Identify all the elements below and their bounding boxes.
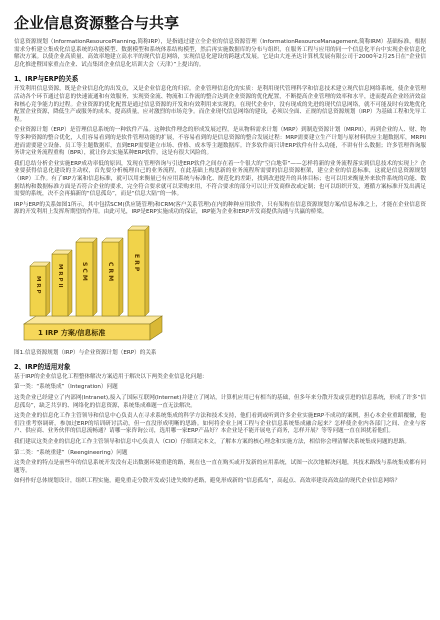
column-mrp2 [52,250,72,316]
column-label-erp: E R P [133,253,140,272]
irp-erp-figure [18,220,168,348]
section2-paragraph-8: 如何作好总体规划设计，组织工程实施，避免重走分散开发或引进失败的老路，避免形成新的“信息孤岛”，高起点、高效率建设高效益的现代企业信息网络？ [14,478,401,485]
section2-paragraph-3: 这类企业已经建立了内部网(Intranet),接入了国际互联网(Internet)并建立了网站，计算机应用已有相当的基础，但多年来分散开发或引进的信息系统，形成了许多“信息孤岛”，缺乏共享的、网络化的信息资源，系统集成难题一直无法解决。 [14,395,426,409]
section2-paragraph-1: 基于IRP的企业信息化工程整体解决方案适用于解决以下两类企业信息化问题： [14,373,208,380]
column-label-mrp2: M R P II [57,263,63,288]
section1-paragraph-2: 企业资源计划（ERP）是管理信息系统的一种软件产品。这种软件理念的形成发展过程，是从物料需求计划（MRP）到制造资源计划（MRPII），再到企业的人、财、物等多种资源的整合优化，人们容易看到的是软件管理功能的扩展，不容易看到的是信息资源的整合发展过程：MRP需要建立生产计划与原材料供应主题数据库，MRPII进而需要建立设备、员工等主题数据库，直到ERP需要建立市场、价格、成本等主题数据库。许多软件商只讲ERP软件有什么功能，不讲有什么数据；许多管理咨询服务讲完业务流程重构（BPR），就让你去实施某种ERP软件，这是有很大风险的。 [14,127,426,157]
section2-paragraph-5: 我们建议这类企业的信息化工作主管领导和信息中心负责人（CIO）仔细读完本文，了解本方案的核心理念和实施方法，相信你会理清解决系统集成问题的思路。 [14,439,410,446]
column-scm [76,238,97,316]
section2-paragraph-6: 第二类：“系统重建”（Reengineering）问题 [14,449,128,456]
base-slab-top [24,316,162,324]
section-heading-1: 1、IRP与ERP的关系 [14,75,79,84]
column-crm [102,238,123,316]
base-label: 1 IRP 方案/信息标准 [38,328,106,337]
column-label-crm: C R M [107,261,114,282]
section1-paragraph-3: 我们总结分析企业实施ERP成功率低的原因，发现在管理咨询与引进ERP软件之间存在着一个很大的“空白地带”——怎样将新的业务流程落实到信息技术的实现上？企业要获得信息化建设的主动权，首先要分析梳理自己的业务流程，在此基础上构思新的业务流程所需要的信息资源框架，建立企业的信息标准，这就是信息资源规划（IRP）工作。有了IRP方案和信息标准，就可以用来衡量已有应用系统与标准化、规范化的差距，找到改进提升的具体目标；也可以用来衡量外来软件系统的功能、数据结构和数据标准方面是否符合企业的要求，完全符合要求就可以采购来用，不符合要求的部分可以让开发商修改或定制；也可以组织开发，遵循方案标准开发出满足需要的系统，决不会再搞新的“信息孤岛”，而是“信息大陆”的一体。 [14,160,426,198]
section2-paragraph-7: 这类企业的特点是前些年的信息系统开发没有走出数据环境重建的路，现在也一直在购买或开发新的应用系统，试图一次次地解决问题，其技术路线与系统集成都有问题等。 [14,460,426,474]
section2-paragraph-4: 这类企业的信息化工作主管领导和信息中心负责人在寻求系统集成的科学方法和技术支持，他们看到或听到许多企业实施ERP不成功的案例，担心本企业重蹈覆辙，他们注重考察调研，参加过ERP的培训研讨活动，但一直没形成明晰的思路。如何将企业上网工程与企业信息系统集成融合起来？怎样使企业内各部门之间、企业与客户、供应商、业务伙伴的信息流畅通？请哪一家咨询公司，选用哪一家ERP产品好？本企业是不能开展电子商务，怎样开展？等等问题一直在困扰着他们。 [14,413,426,435]
section-heading-2: 2、IRP的适用对象 [14,362,71,371]
document-title: 企业信息资源整合与共享 [14,14,180,32]
column-mrp [30,262,50,316]
figure-caption: 图1.信息资源规划（IRP）与企业资源计划（ERP）的关系 [14,349,157,356]
irp-erp-diagram [18,220,168,348]
section1-paragraph-4: IRP与ERP的关系如图1所示，其中包括SCM(供应链管理)和CRM(客户关系管理)在内的种种应用软件，只有架构在信息资源规划方案/信息标准之上，才能在企业信息资源的开发利用上发挥所期望的作用。由此可见，IRP是ERP实施成功的保证，IRP能为企业和ERP开发商提供沟通与共赢的桥梁。 [14,201,426,216]
column-label-scm: S C M [81,261,88,281]
section1-paragraph-1: 开发利用信息资源，既是企业信息化的出发点，又是企业信息化的归宿。企业管理信息化的实质：是利用现代管理科学和信息技术建立现代信息网络系统，使企业管理活动各个环节通过信息的快速流通和有效服务，实现资金流、物流和工作流的整合达到企业资源的优化配置，不断提高企业管理的效率和水平，进而提高企业经济效益和核心竞争能力的过程。企业资源的优化配置是通过信息资源的开发和有效利用来实现的。在现代企业中，没有现成的先进的现代信息网络，就不可能及时有效地优化配置企业资源，降低生产或服务的成本，提高质量，应对激烈的市场竞争。而企业现代信息网络的建设，必须以全面、正规的信息资源规划（IRP）为基础工程和先导工程。 [14,86,426,123]
column-erp [128,226,149,316]
column-label-mrp: M R P [35,275,41,294]
intro-paragraph: 信息资源规划（InformationResourcePlanning,简称IRP），是指通过建立全企业的信息资源管理（InformationResourceManagement,简称IRM）基础标准，根据需求分析建立集成化信息系统的功能模型、数据模型和系统体系结构模型，然后再实施数据库的分布与组织，在服务工程与应用的同一个信息化平台中实现企业信息化解决方案。以使企业高质量、高效率地建立高水平的现代信息网络，实现信息化建设的跨越式发展。它是由大连圣达计算机发展有限公司于2000年2月25日在“企业信息化推进暨国家重点企业、试点集团企业信息化培训大会（天津）”上提出的。 [14,39,426,68]
section2-paragraph-2: 第一类：“系统集成”（Integration）问题 [14,384,118,391]
